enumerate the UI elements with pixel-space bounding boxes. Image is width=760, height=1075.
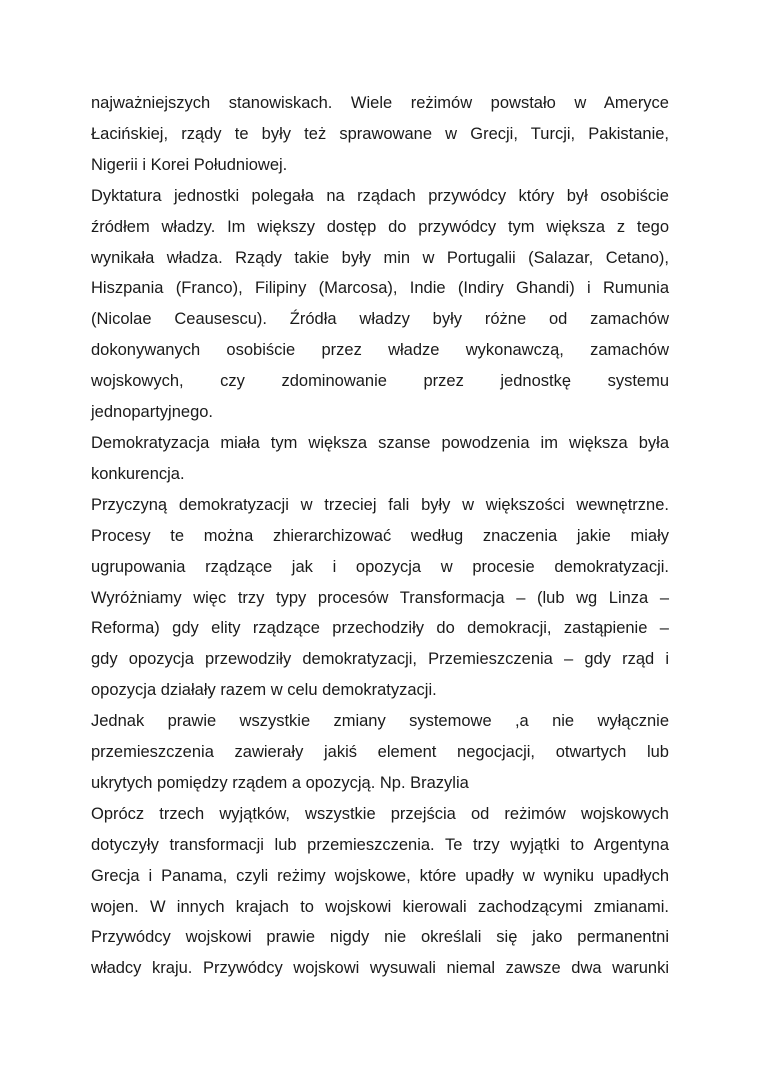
text-line: Łacińskiej, rządy te były też sprawowane w Grecji, Turcji, Pakistanie, xyxy=(91,124,669,143)
text-line: Przywódcy wojskowi prawie nigdy nie określali się jako permanentni xyxy=(91,928,669,947)
text-line: najważniejszych stanowiskach. Wiele reżimów powstało w Ameryce xyxy=(91,94,669,112)
text-line: Reforma) gdy elity rządzące przechodziły do demokracji, zastąpienie – xyxy=(91,619,669,638)
paragraph-personal-dictatorship xyxy=(91,181,669,428)
text-line: wojskowych, czy zdominowanie przez jednostkę systemu xyxy=(91,372,669,391)
text-line: gdy opozycja przewodziły demokratyzacji, Przemieszczenia – gdy rząd i xyxy=(91,650,669,669)
paragraph-third-wave-causes xyxy=(91,490,669,706)
paragraph-negotiations xyxy=(91,706,669,799)
text-line: Oprócz trzech wyjątków, wszystkie przejścia od reżimów wojskowych xyxy=(91,804,669,823)
text-line: jednopartyjnego. xyxy=(91,403,214,422)
text-line: konkurencja. xyxy=(91,464,185,483)
text-line: Hiszpania (Franco), Filipiny (Marcosa), Indie (Indiry Ghandi) i Rumunia xyxy=(91,279,669,298)
text-line: źródłem władzy. Im większy dostęp do przywódcy tym większa z tego xyxy=(91,217,669,236)
text-line: Wyróżniamy więc trzy typy procesów Transformacja – (lub wg Linza – xyxy=(91,588,669,607)
text-line: Demokratyzacja miała tym większa szanse powodzenia im większa była xyxy=(91,433,669,452)
text-line: dokonywanych osobiście przez władze wykonawczą, zamachów xyxy=(91,341,669,360)
paragraph-military-regimes-end xyxy=(91,88,669,181)
text-line: Procesy te można zhierarchizować według znaczenia jakie miały xyxy=(91,526,669,545)
text-line: Dyktatura jednostki polegała na rządach przywódcy który był osobiście xyxy=(91,186,669,205)
document-page xyxy=(91,88,669,984)
text-line: wojen. W innych krajach to wojskowi kierowali zachodzącymi zmianami. xyxy=(91,897,669,916)
paragraph-military-transitions xyxy=(91,799,669,984)
paragraph-democratization-competition xyxy=(91,428,669,490)
text-line: przemieszczenia zawierały jakiś element negocjacji, otwartych lub xyxy=(91,743,669,762)
text-line: Grecja i Panama, czyli reżimy wojskowe, które upadły w wyniku upadłych xyxy=(91,866,669,885)
text-line: Jednak prawie wszystkie zmiany systemowe ,a nie wyłącznie xyxy=(91,712,669,731)
text-line: ukrytych pomiędzy rządem a opozycją. Np. Brazylia xyxy=(91,773,469,792)
text-line: Przyczyną demokratyzacji w trzeciej fali były w większości wewnętrzne. xyxy=(91,495,669,514)
text-line: władcy kraju. Przywódcy wojskowi wysuwali niemal zawsze dwa warunki xyxy=(91,959,669,978)
text-line: (Nicolae Ceausescu). Źródła władzy były różne od zamachów xyxy=(91,310,669,329)
text-line: dotyczyły transformacji lub przemieszczenia. Te trzy wyjątki to Argentyna xyxy=(91,835,669,854)
text-line: Nigerii i Korei Południowej. xyxy=(91,155,288,174)
text-line: ugrupowania rządzące jak i opozycja w procesie demokratyzacji. xyxy=(91,557,669,576)
text-line: opozycja działały razem w celu demokratyzacji. xyxy=(91,681,437,700)
text-line: wynikała władza. Rządy takie były min w Portugalii (Salazar, Cetano), xyxy=(91,248,669,267)
